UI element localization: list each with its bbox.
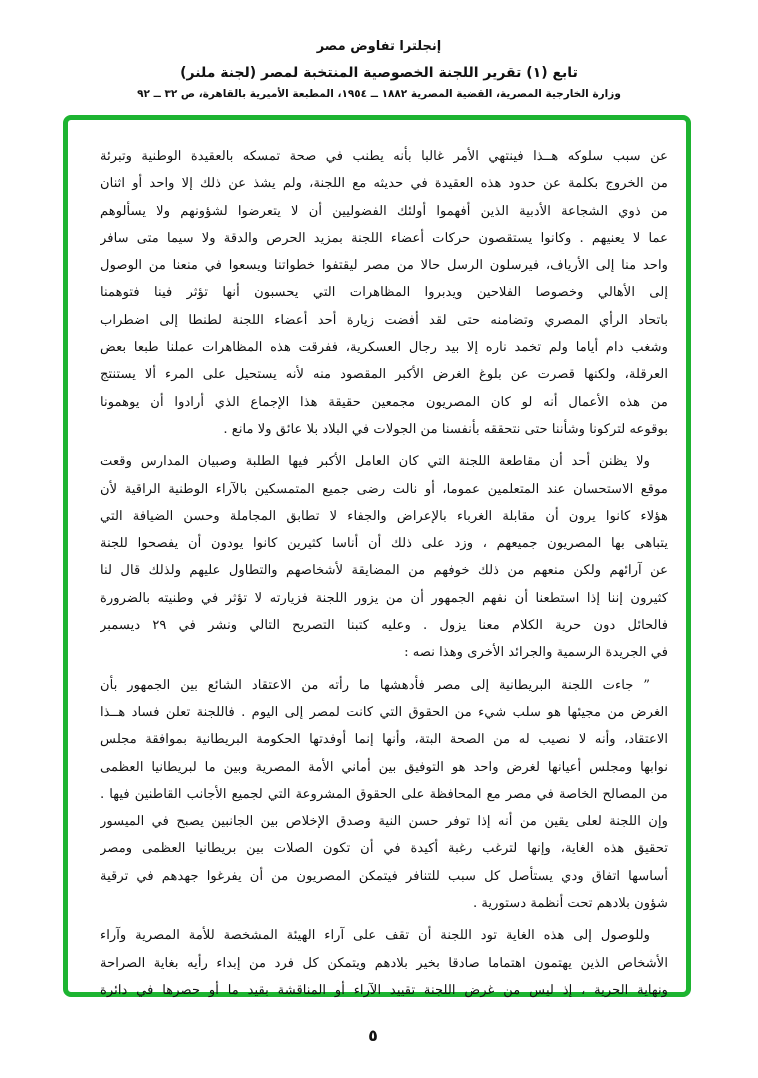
text-line: عن آرائهم ولكن منعهم من ذلك خوفهم من المضايقة لأشخاصهم والتطاول عليهم ولذلك قال لنا [100, 563, 668, 579]
section-title: تابع (١) تقرير اللجنة الخصوصية المنتخبة لمصر (لجنة ملنر) [180, 65, 578, 81]
source-citation: وزارة الخارجية المصرية، القضية المصرية ١٨٨٢ ــ ١٩٥٤، المطبعة الأميرية بالقاهرة، ص ٣٢ ــ ٩٢ [137, 88, 621, 100]
text-line: شؤون بلادهم تحت أنظمة دستورية . [472, 896, 668, 912]
paragraph-1 [100, 143, 668, 443]
text-line: واحد منا إلى الأرياف، فيرسلون الرسل حالا من مصر ليقتفوا خطواتنا ويسعوا في منعنا من الوصول [100, 258, 668, 274]
text-line: وشغب دام أياما ولم تخمد ناره إلا بيد رجال العسكرية، ففرقت هذه المظاهرات عملنا طبعا بعض [100, 340, 668, 356]
text-line: باتحاد الرأي المصري وتضامنه حتى لقد أفضت زيارة أحد أعضاء اللجنة لطنطا إلى اضطراب [100, 312, 668, 328]
text-line: إلى الأهالي وخصوصا الفلاحين ويدبروا المظاهرات التي يحسبون أنها تؤثر فينا فتوهمنا [100, 285, 668, 301]
text-line: الغرض من مجيئها هو سلب شيء من الحقوق التي كانت لمصر إلى اليوم . فاللجنة تعلن فساد هــذا [100, 704, 668, 720]
text-line: في الجريدة الرسمية والجرائد الأخرى وهذا نصه : [404, 645, 668, 661]
text-line: من ذوي الشجاعة الأدبية الذين أفهموا أولئك الفضوليين أن لا يتعرضوا لشؤونهم ولا يسألوهم [100, 203, 668, 219]
text-line: موقع الاستحسان عند المتعلمين عموما، أو نالت رضى جميع المتمسكين بالآراء الوطنية الراقية لأن [100, 481, 668, 497]
book-title: إنجلترا تفاوض مصر [316, 39, 442, 54]
text-line: أساسها اتفاق ودي يستأصل كل سبب للتنافر فيتمكن المصريون من أن يفرغوا جهدهم في ترقية [100, 868, 668, 884]
text-line: يتباهى بها المصريون جميعهم ، وزد على ذلك أن أناسا كثيرين كانوا يودون أن يفصحوا للجنة [100, 536, 668, 552]
document-body [100, 143, 668, 1004]
text-line: نوابها ومجلس أعيانها لغرض واحد هو التوفيق بين أماني الأمة المصرية وبين ما لبريطانيا العظمى [100, 759, 668, 775]
text-line: كثيرون إننا إذا استطعنا أن نفهم الجمهور أن من يزور اللجنة فزيارته لا تؤثر في وطنيته بالضرورة [100, 590, 668, 606]
text-line: العرقلة، ولكنها قصرت عن بلوغ الغرض الأكبر المقصود منه لأنه يستحيل على المرء ألا يستنتج [100, 367, 668, 383]
page-header [0, 36, 758, 102]
text-line: عما لا يعنيهم . وكانوا يستقصون حركات أعضاء اللجنة بمزيد الحرص والدقة ولا سيما متى سافر [100, 230, 668, 246]
text-line: تحقيق هذه الغاية، وإنها لترغب رغبة أكيدة في أن تكون الصلات بين بريطانيا العظمى ومصر [100, 841, 668, 857]
text-line: فالحائل دون حرية الكلام معنا يزول . وعليه كتبنا التصريح التالي ونشر في ٢٩ ديسمبر [100, 618, 668, 634]
text-line: ولا يظنن أحد أن مقاطعة اللجنة التي كان العامل الأكبر فيها الطلبة وصبيان المدارس وقعت [100, 454, 650, 470]
text-line: من هذه الأعمال أنه لو كان المصريون مجمعين حقيقة هذا الإجماع الذي أرادوا أن يوهمونا [100, 394, 668, 410]
text-line: وللوصول إلى هذه الغاية تود اللجنة أن تقف على آراء الهيئة المشخصة للأمة المصرية وآراء [100, 928, 650, 944]
paragraph-4 [100, 922, 668, 1004]
quoted-statement [100, 672, 668, 918]
text-line: الاعتقاد، وأنه لا نصيب له من الصحة البتة، وأنها إنما أوفدتها الحكومة البريطانية بموافقة مجلس [100, 732, 668, 748]
text-line: ” جاءت اللجنة البريطانية إلى مصر فأدهشها ما رأته من الاعتقاد الشائع بين الجمهور بأن [100, 677, 650, 693]
text-line: عن سبب سلوكه هــذا فينتهي الأمر غالبا بأنه يطنب في صحة تمسكه بالعقيدة الوطنية وتبرئة [100, 149, 668, 164]
text-line: ونهاية الحرية ، إذ ليس من غرض اللجنة تقييد الآراء أو المناقشة بقيد ما أو حصرها في دائرة [100, 982, 668, 998]
text-line: من المصالح الخاصة في مصر مع المحافظة على الحقوق المشروعة التي لجميع الأجانب القاطنين فيها . [100, 786, 668, 802]
paragraph-2 [100, 448, 668, 666]
text-line: وإن اللجنة لعلى يقين من أنه إذا توفر حسن النية وصدق الإخلاص بين الجانبين يصبح في الميسور [100, 814, 668, 830]
text-line: من الخروج بكلمة عن حدود هذه العقيدة في حديثه مع اللجنة، ولم يشذ عن ذلك إلا واحد أو اثنان [100, 176, 668, 192]
text-line: الأشخاص الذين يهتمون اهتماما صادقا بخير بلادهم ويتمكن كل فرد من إبداء رأيه بغاية الصراحة [100, 955, 668, 971]
text-line: هؤلاء كانوا يرون أن مقابلة الغرباء بالإعراض والجفاء لا تطابق المجاملة وحسن الضيافة التي [100, 508, 668, 524]
text-line: بوقوعه لتركونا وشأننا حتى نتحققه بأنفسنا من الجولات في البلاد بلا عائق ولا مانع . [223, 421, 668, 437]
page-number: ٥ [368, 1026, 378, 1045]
